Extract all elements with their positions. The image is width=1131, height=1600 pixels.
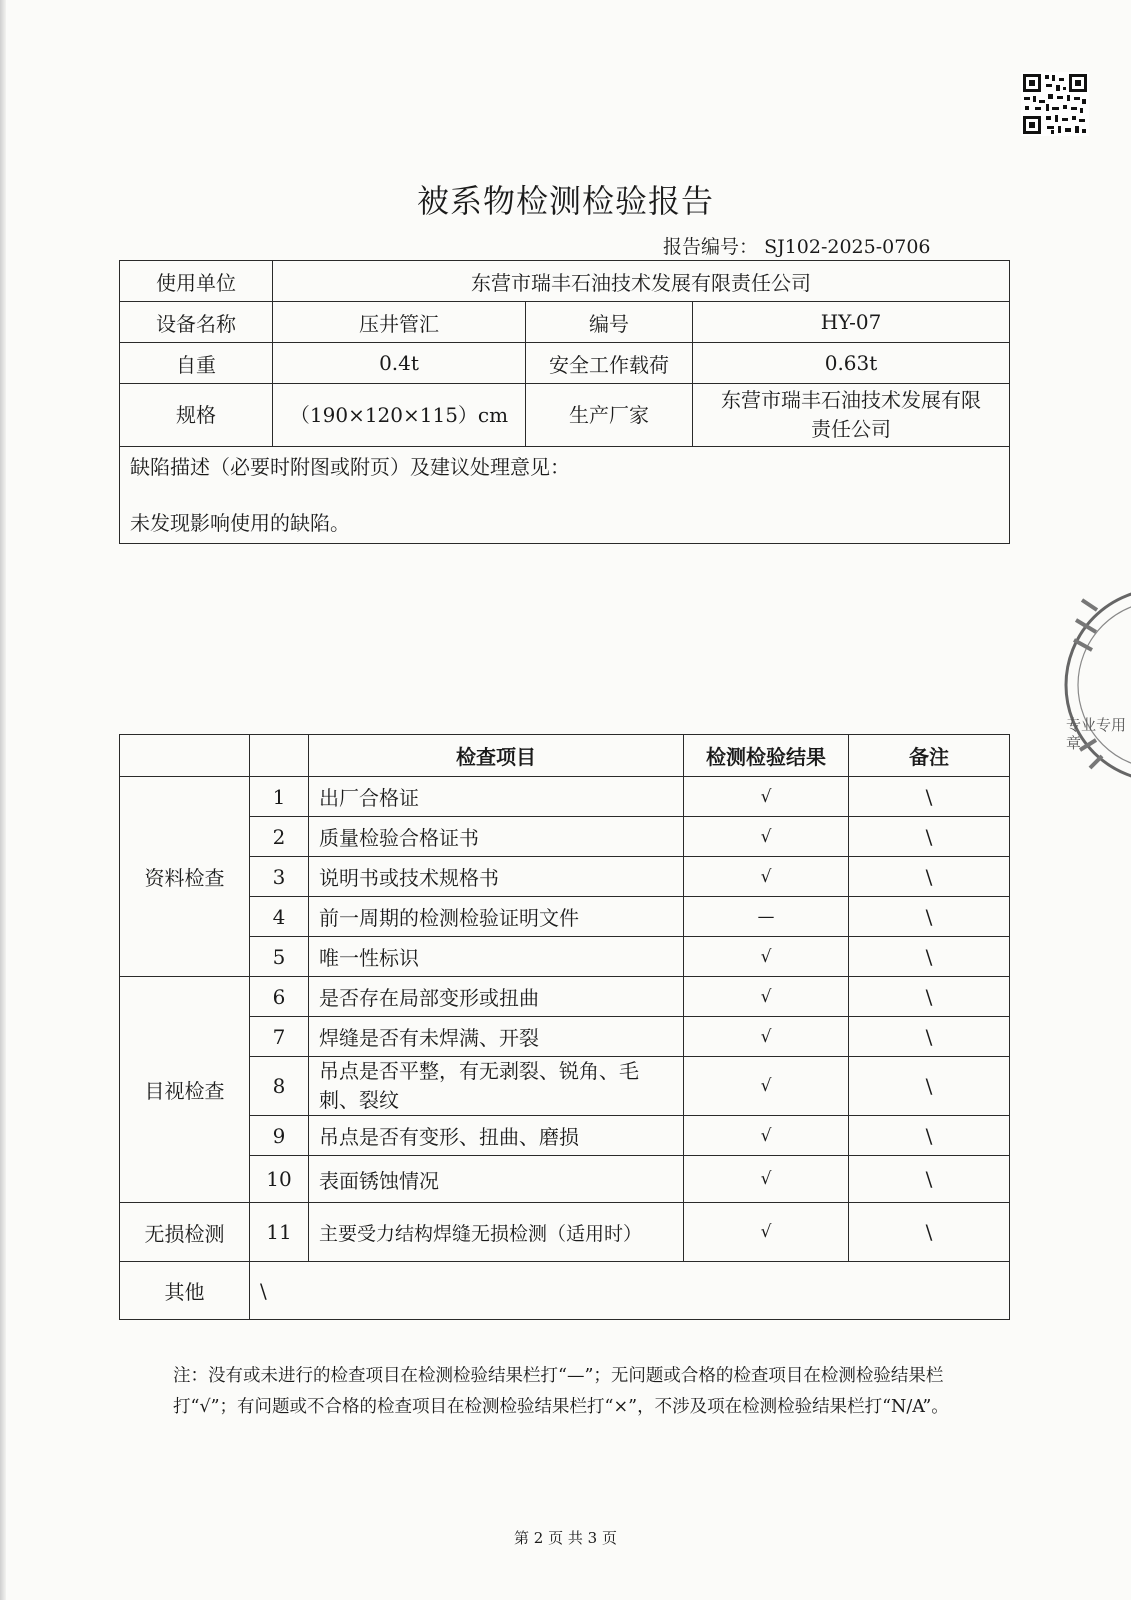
row-no: 6 <box>250 977 309 1017</box>
row-item: 吊点是否平整，有无剥裂、锐角、毛刺、裂纹 <box>309 1057 684 1116</box>
header-no <box>250 735 309 777</box>
table-row <box>120 777 1010 817</box>
weight-value: 0.4t <box>273 343 526 384</box>
row-result: — <box>684 897 849 937</box>
header-category <box>120 735 250 777</box>
row-remark: \ <box>849 977 1010 1017</box>
defect-text: 未发现影响使用的缺陷。 <box>130 511 350 535</box>
table-row <box>120 1017 1010 1057</box>
defect-label: 缺陷描述（必要时附图或附页）及建议处理意见： <box>130 455 570 479</box>
table-row <box>120 1156 1010 1203</box>
row-remark: \ <box>849 937 1010 977</box>
row-result: √ <box>684 1057 849 1116</box>
footnote: 注：没有或未进行的检查项目在检测检验结果栏打“—”；无问题或合格的检查项目在检测检验结果栏打“√”；有问题或不合格的检查项目在检测检验结果栏打“×”，不涉及项在检测检验结果栏打“N/A”。 <box>173 1366 949 1417</box>
table-row <box>120 897 1010 937</box>
table-row <box>120 1057 1010 1116</box>
row-no: 7 <box>250 1017 309 1057</box>
row-remark: \ <box>849 857 1010 897</box>
table-row <box>120 817 1010 857</box>
header-item: 检查项目 <box>309 735 684 777</box>
row-no: 1 <box>250 777 309 817</box>
row-item: 说明书或技术规格书 <box>309 857 684 897</box>
row-no: 2 <box>250 817 309 857</box>
row-no: 8 <box>250 1057 309 1116</box>
user-label: 使用单位 <box>120 261 273 302</box>
row-no: 10 <box>250 1156 309 1203</box>
other-value: \ <box>250 1262 1010 1320</box>
row-remark: \ <box>849 897 1010 937</box>
report-number-label: 报告编号： <box>663 236 759 258</box>
row-no: 4 <box>250 897 309 937</box>
row-result: √ <box>684 1203 849 1262</box>
group-docs: 资料检查 <box>120 777 250 977</box>
row-no: 5 <box>250 937 309 977</box>
row-result: √ <box>684 857 849 897</box>
header-remark: 备注 <box>849 735 1010 777</box>
user-value: 东营市瑞丰石油技术发展有限责任公司 <box>273 261 1010 302</box>
number-label: 编号 <box>526 302 693 343</box>
qr-code-icon <box>1021 72 1089 136</box>
row-item: 是否存在局部变形或扭曲 <box>309 977 684 1017</box>
row-result: √ <box>684 1017 849 1057</box>
table-row <box>120 857 1010 897</box>
row-result: √ <box>684 817 849 857</box>
header-result: 检测检验结果 <box>684 735 849 777</box>
row-remark: \ <box>849 1057 1010 1116</box>
row-no: 11 <box>250 1203 309 1262</box>
maker-label: 生产厂家 <box>526 384 693 447</box>
row-result: √ <box>684 977 849 1017</box>
table-row <box>120 977 1010 1017</box>
row-item: 表面锈蚀情况 <box>309 1156 684 1203</box>
row-remark: \ <box>849 817 1010 857</box>
row-result: √ <box>684 937 849 977</box>
group-visual: 目视检查 <box>120 977 250 1203</box>
row-item: 唯一性标识 <box>309 937 684 977</box>
defect-section <box>120 447 1010 544</box>
maker-value: 东营市瑞丰石油技术发展有限责任公司 <box>693 384 1010 447</box>
device-label: 设备名称 <box>120 302 273 343</box>
load-label: 安全工作载荷 <box>526 343 693 384</box>
table-row <box>120 937 1010 977</box>
number-value: HY-07 <box>693 302 1010 343</box>
load-value: 0.63t <box>693 343 1010 384</box>
row-result: √ <box>684 1156 849 1203</box>
row-remark: \ <box>849 1017 1010 1057</box>
seal-text: 专业专用章 <box>1066 716 1127 752</box>
other-label: 其他 <box>120 1262 250 1320</box>
row-item: 前一周期的检测检验证明文件 <box>309 897 684 937</box>
row-item: 出厂合格证 <box>309 777 684 817</box>
row-item: 吊点是否有变形、扭曲、磨损 <box>309 1116 684 1156</box>
row-remark: \ <box>849 1116 1010 1156</box>
row-remark: \ <box>849 1203 1010 1262</box>
report-number <box>663 232 931 259</box>
official-seal-icon <box>1062 580 1131 790</box>
page-number: 第 2 页 共 3 页 <box>514 1529 617 1547</box>
report-number-value: SJ102-2025-0706 <box>764 236 931 258</box>
row-result: √ <box>684 1116 849 1156</box>
row-item: 质量检验合格证书 <box>309 817 684 857</box>
row-item: 主要受力结构焊缝无损检测（适用时） <box>309 1203 684 1262</box>
row-no: 9 <box>250 1116 309 1156</box>
table-row <box>120 1116 1010 1156</box>
device-value: 压井管汇 <box>273 302 526 343</box>
group-ndt: 无损检测 <box>120 1203 250 1262</box>
scan-edge <box>0 0 6 1600</box>
row-no: 3 <box>250 857 309 897</box>
row-item: 焊缝是否有未焊满、开裂 <box>309 1017 684 1057</box>
inspection-table <box>119 734 1010 1320</box>
row-remark: \ <box>849 1156 1010 1203</box>
spec-value: （190×120×115）cm <box>273 384 526 447</box>
row-result: √ <box>684 777 849 817</box>
table-row <box>120 1203 1010 1262</box>
spec-label: 规格 <box>120 384 273 447</box>
table-row <box>120 1262 1010 1320</box>
weight-label: 自重 <box>120 343 273 384</box>
equipment-info-table <box>119 260 1010 544</box>
report-title: 被系物检测检验报告 <box>416 182 714 220</box>
row-remark: \ <box>849 777 1010 817</box>
